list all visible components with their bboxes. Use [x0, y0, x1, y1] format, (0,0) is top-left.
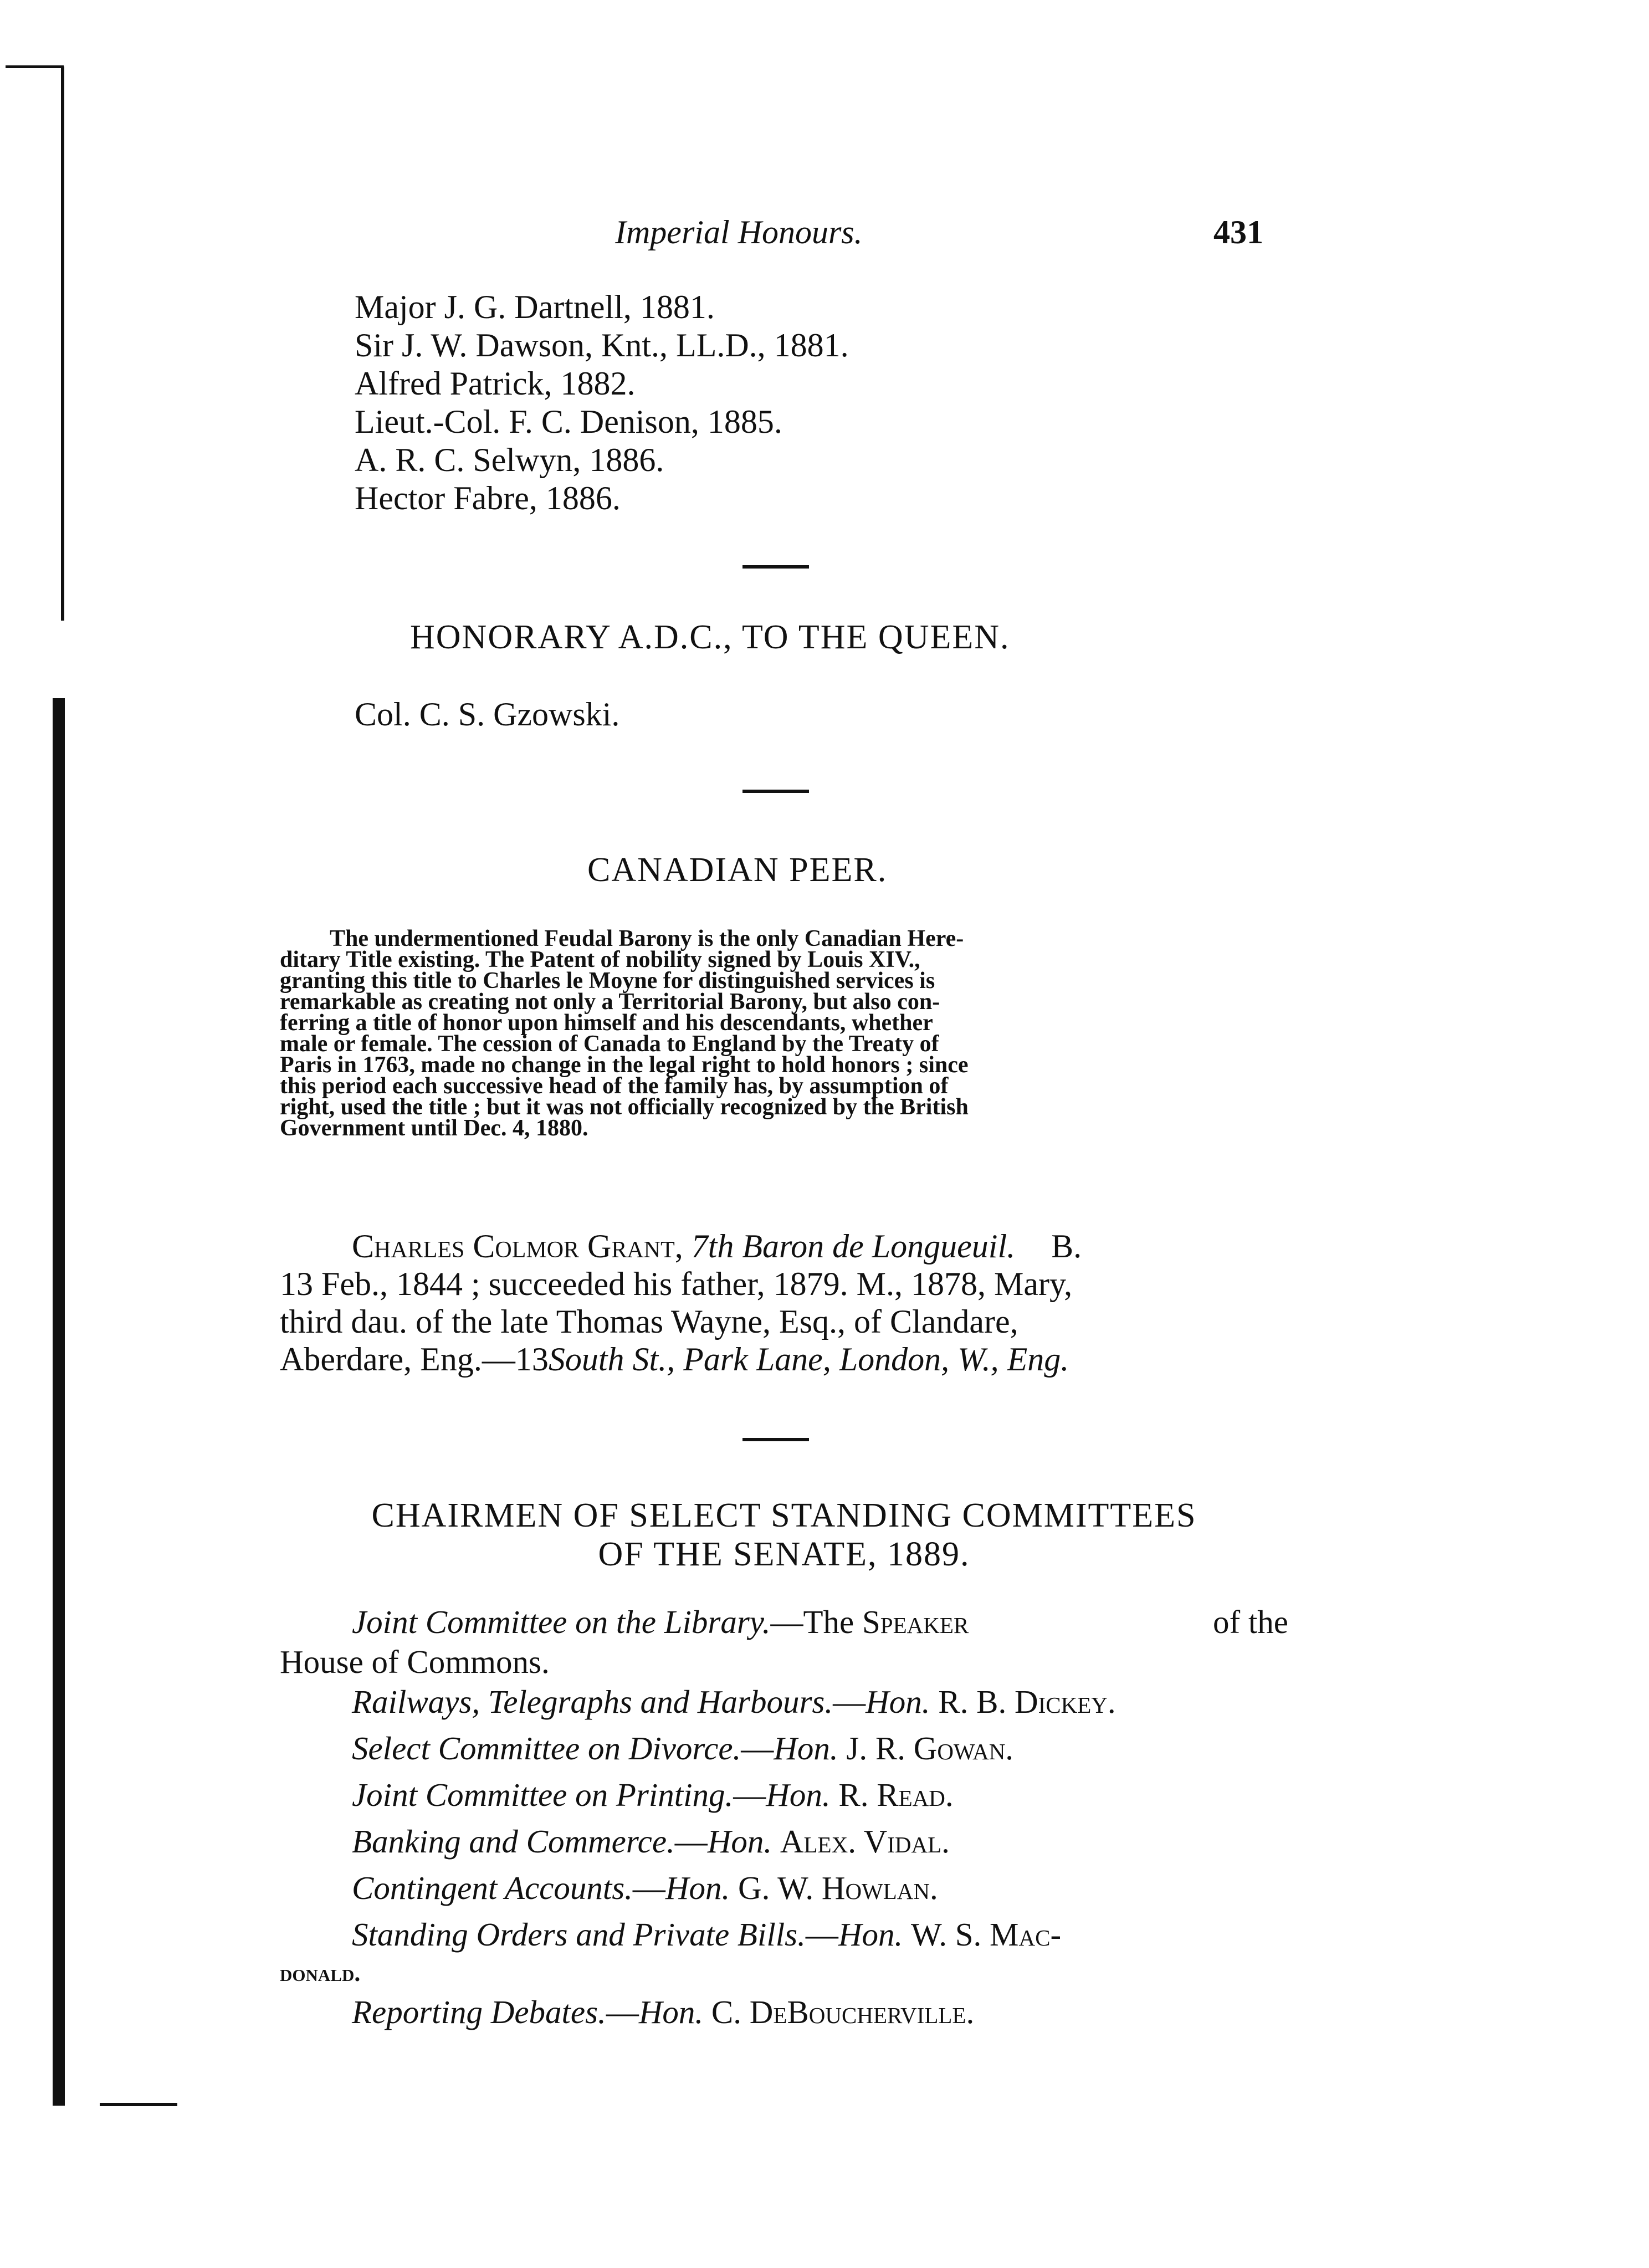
section-rule: [742, 565, 809, 569]
list-item: Lieut.-Col. F. C. Denison, 1885.: [355, 403, 782, 440]
section-rule: [742, 1438, 809, 1441]
margin-mark: [100, 2103, 177, 2106]
text-line: Paris in 1763, made no change in the legal right to hold honors ; since: [280, 1052, 969, 1078]
section-heading: CANADIAN PEER.: [587, 851, 888, 889]
list-item: Banking and Commerce.—Hon. Alex. Vidal.: [352, 1823, 950, 1860]
section-heading: CHAIRMEN OF SELECT STANDING COMMITTEES: [371, 1497, 1197, 1534]
list-item: Railways, Telegraphs and Harbours.—Hon. R. B. Dickey.: [352, 1683, 1116, 1720]
peer-entry: [280, 1227, 1288, 1378]
list-item: Joint Committee on the Library.—The Speaker of the: [352, 1604, 1288, 1640]
list-item: Major J. G. Dartnell, 1881.: [355, 289, 715, 325]
list-item: A. R. C. Selwyn, 1886.: [355, 442, 664, 478]
text-line: Aberdare, Eng.—13South St., Park Lane, London, W., Eng.: [280, 1341, 1069, 1378]
text-line: donald.: [280, 1959, 361, 1987]
adc-entry: Col. C. S. Gzowski.: [355, 696, 620, 733]
list-item: Hector Fabre, 1886.: [355, 480, 621, 516]
section-rule: [742, 790, 809, 793]
text-line: Charles Colmor Grant, 7th Baron de Longueuil. B.: [352, 1228, 1082, 1264]
margin-mark: [61, 66, 64, 621]
text-line: granting this title to Charles le Moyne for distinguished services is: [280, 968, 935, 994]
text-line: The undermentioned Feudal Barony is the only Canadian Here-: [330, 926, 964, 951]
list-item: Contingent Accounts.—Hon. G. W. Howlan.: [352, 1870, 938, 1906]
honours-list: [355, 288, 849, 518]
list-item: Sir J. W. Dawson, Knt., LL.D., 1881.: [355, 327, 849, 364]
list-item: Select Committee on Divorce.—Hon. J. R. Gowan.: [352, 1730, 1014, 1767]
text-line: right, used the title ; but it was not officially recognized by the British: [280, 1094, 969, 1120]
running-title: Imperial Honours.: [615, 214, 863, 250]
peer-name: Charles Colmor Grant,: [352, 1228, 683, 1264]
page-number: 431: [1213, 214, 1263, 250]
list-item: Standing Orders and Private Bills.—Hon. W. S. Mac-: [352, 1916, 1062, 1953]
text-line: remarkable as creating not only a Territorial Barony, but also con-: [280, 989, 940, 1015]
chairmen-list: [280, 1599, 1288, 2035]
list-item: Joint Committee on Printing.—Hon. R. Read.: [352, 1776, 954, 1813]
text-line: ditary Title existing. The Patent of nobility signed by Louis XIV.,: [280, 947, 920, 972]
binding-edge: [53, 698, 65, 2106]
text-line: 13 Feb., 1844 ; succeeded his father, 1879. M., 1878, Mary,: [280, 1266, 1073, 1302]
section-heading: HONORARY A.D.C., TO THE QUEEN.: [410, 618, 1010, 656]
text-line: House of Commons.: [280, 1644, 550, 1680]
list-item: Reporting Debates.—Hon. C. DeBoucherville.: [352, 1994, 975, 2030]
text-line: Government until Dec. 4, 1880.: [280, 1115, 588, 1141]
peer-address: South St., Park Lane, London, W., Eng.: [548, 1341, 1069, 1378]
list-item: Alfred Patrick, 1882.: [355, 365, 636, 402]
peer-paragraph: [280, 928, 1288, 1139]
text-line: this period each successive head of the family has, by assumption of: [280, 1073, 949, 1099]
text-line: third dau. of the late Thomas Wayne, Esq., of Clandare,: [280, 1303, 1018, 1340]
peer-title: 7th Baron de Longueuil.: [691, 1228, 1016, 1264]
margin-mark: [6, 65, 64, 68]
section-subheading: OF THE SENATE, 1889.: [598, 1535, 970, 1573]
text-line: male or female. The cession of Canada to England by the Treaty of: [280, 1031, 939, 1057]
text-line: ferring a title of honor upon himself and his descendants, whether: [280, 1010, 933, 1036]
